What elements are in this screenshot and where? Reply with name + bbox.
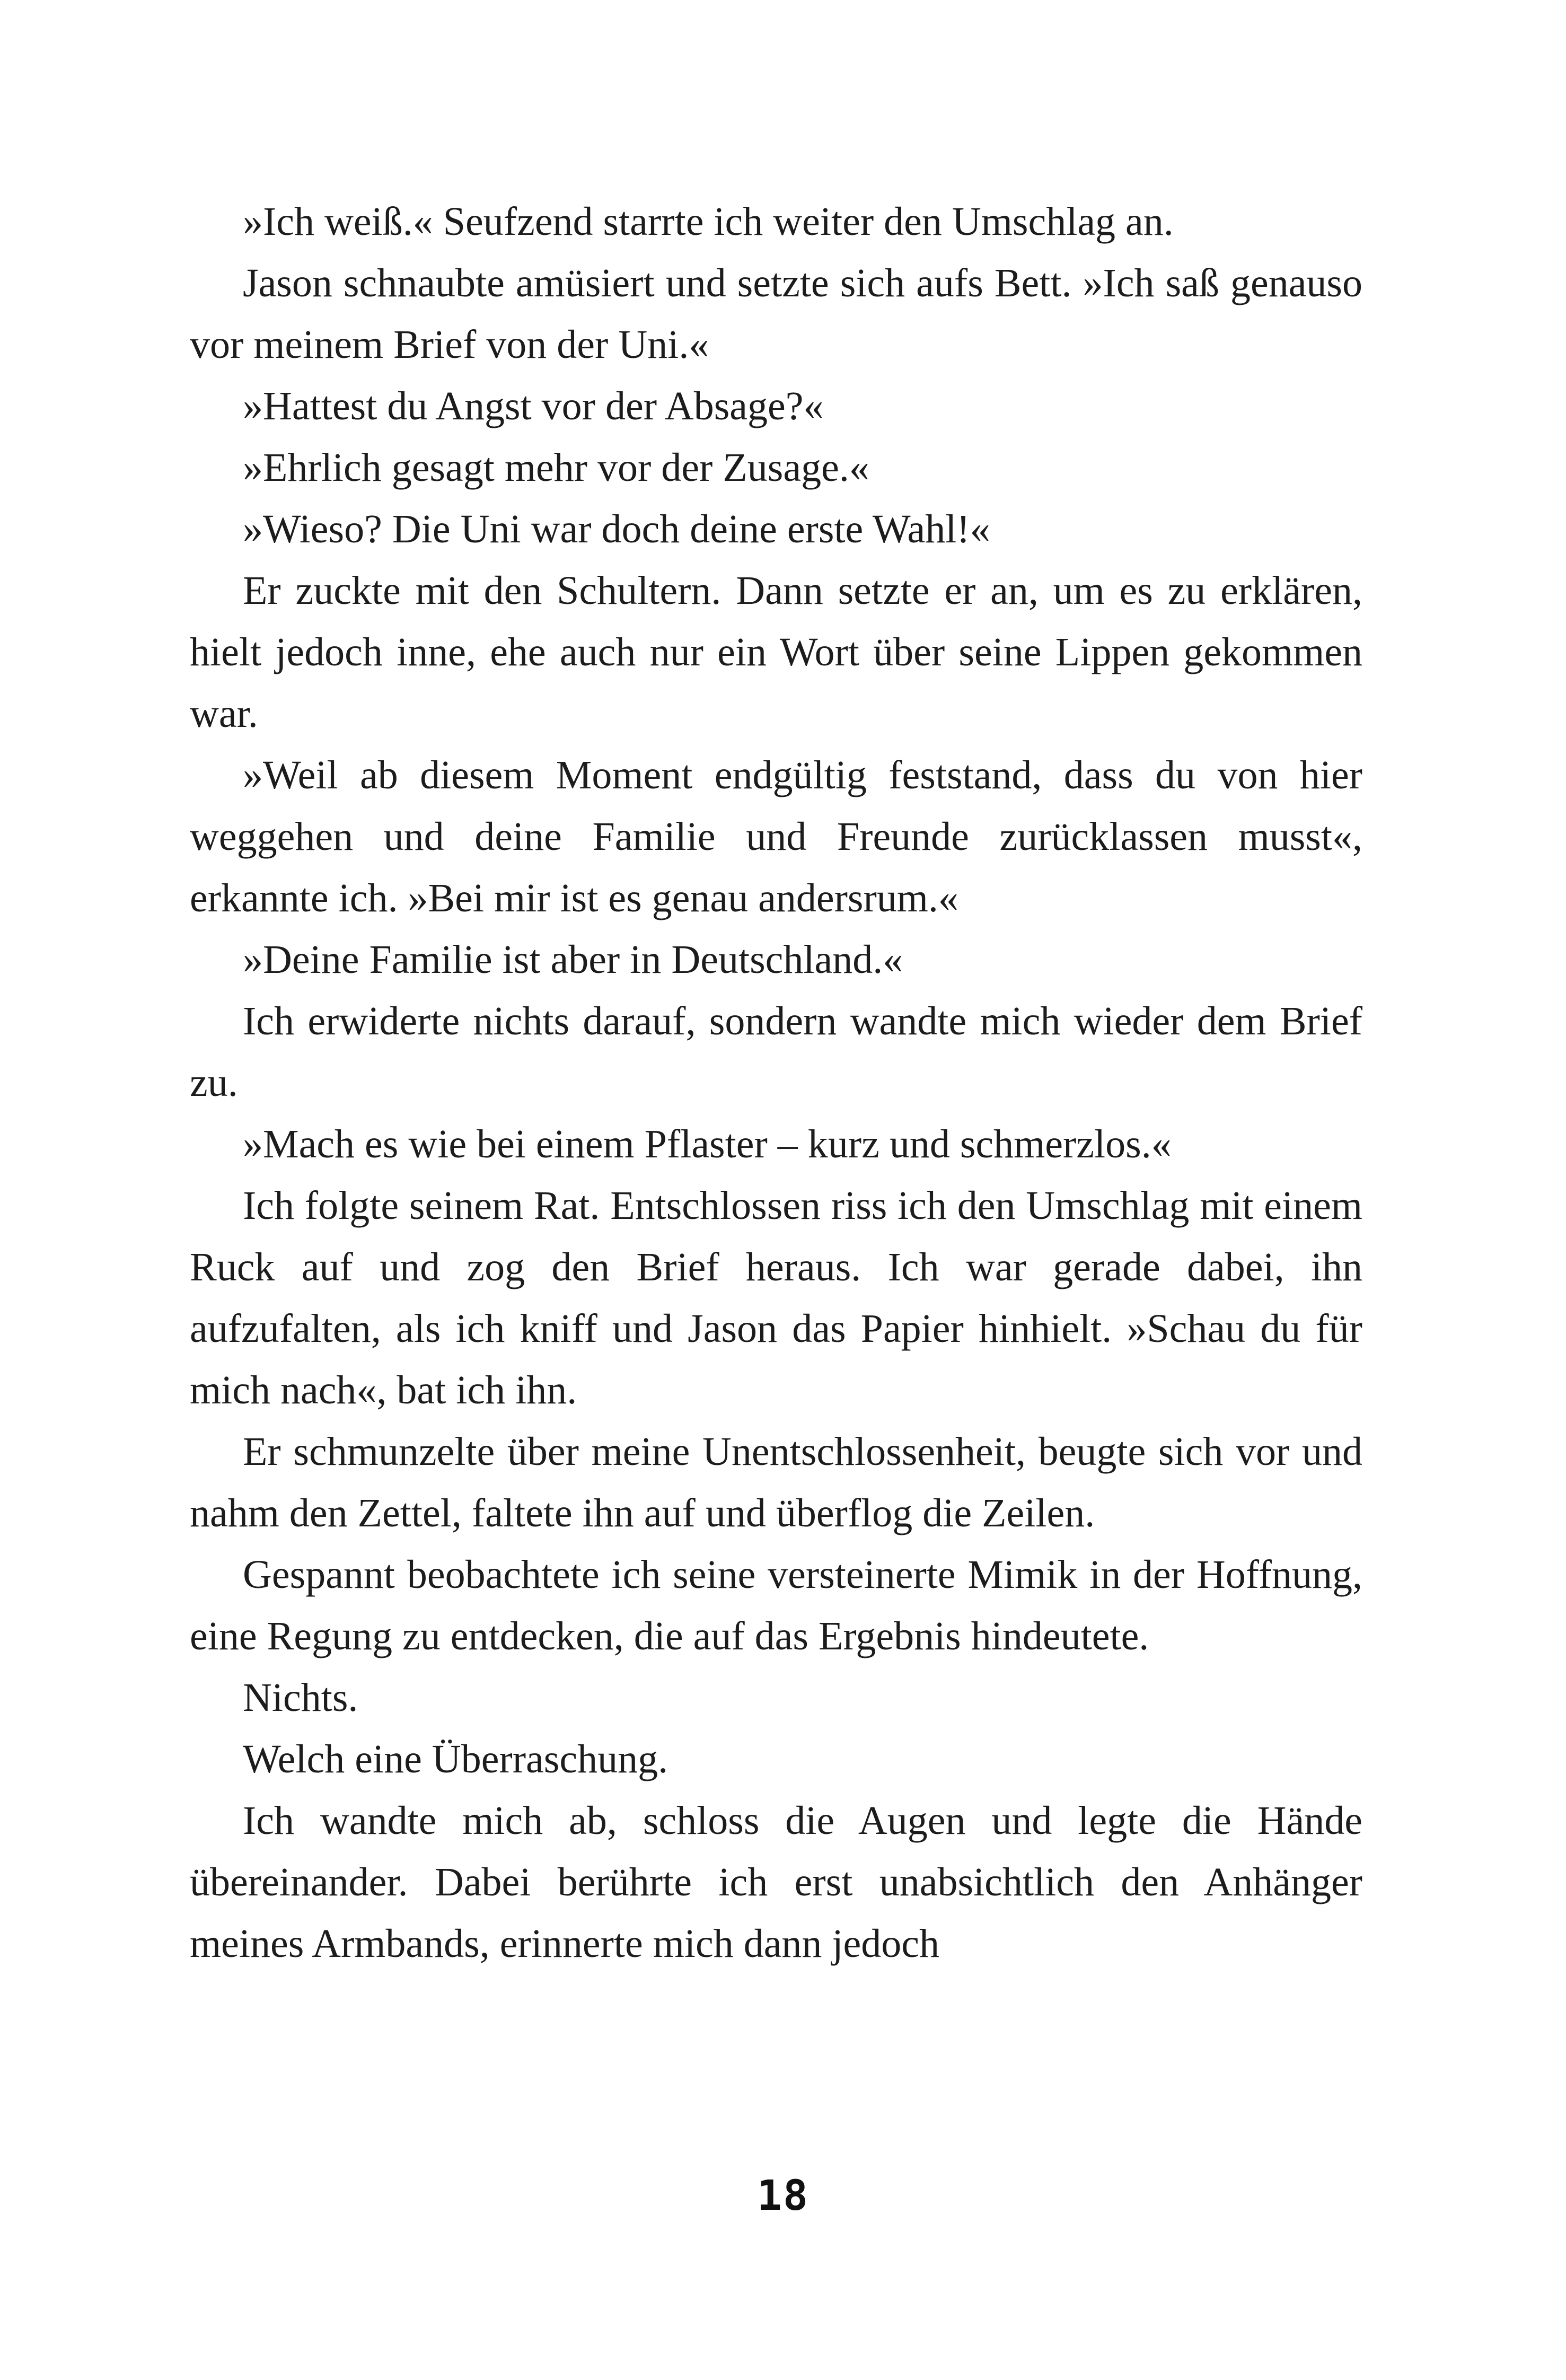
paragraph-1: »Ich weiß.« Seufzend starrte ich weiter den Umschlag an.	[243, 199, 1174, 244]
paragraph-3: »Hattest du Angst vor der Absage?«	[243, 384, 824, 428]
paragraph-2: Jason schnaubte amüsiert und setzte sich aufs Bett. »Ich saß genauso vor meinem Brief von der Uni.«	[190, 261, 1362, 367]
paragraph-8: »Deine Familie ist aber in Deutschland.«	[243, 937, 903, 982]
paragraph-9: Ich erwiderte nichts darauf, sondern wandte mich wieder dem Brief zu.	[190, 999, 1362, 1105]
paragraph-10: »Mach es wie bei einem Pflaster – kurz und schmerzlos.«	[243, 1122, 1172, 1166]
paragraph-14: Nichts.	[243, 1675, 358, 1720]
paragraph-12: Er schmunzelte über meine Unentschlossenheit, beugte sich vor und nahm den Zettel, faltete ihn auf und überflog die Zeilen.	[190, 1429, 1362, 1535]
paragraph-11: Ich folgte seinem Rat. Entschlossen riss ich den Umschlag mit einem Ruck auf und zog den Brief heraus. Ich war gerade dabei, ihn aufzufalten, als ich kniff und Jason das Papier hinhielt. »Schau du für mich nach«, bat ich ihn.	[190, 1183, 1362, 1412]
paragraph-5: »Wieso? Die Uni war doch deine erste Wahl!«	[243, 507, 990, 551]
page-number: 18	[757, 2172, 809, 2220]
paragraph-6: Er zuckte mit den Schultern. Dann setzte er an, um es zu erklären, hielt jedoch inne, ehe auch nur ein Wort über seine Lippen gekommen war.	[190, 568, 1362, 736]
paragraph-4: »Ehrlich gesagt mehr vor der Zusage.«	[243, 445, 869, 490]
paragraph-15: Welch eine Überraschung.	[243, 1737, 668, 1781]
paragraph-13: Gespannt beobachtete ich seine versteinerte Mimik in der Hoffnung, eine Regung zu entdecken, die auf das Ergebnis hindeutete.	[190, 1552, 1362, 1658]
paragraph-16: Ich wandte mich ab, schloss die Augen und legte die Hände übereinander. Dabei berührte ich erst unabsichtlich den Anhänger meines Armbands, erinnerte mich dann jedoch	[190, 1798, 1362, 1966]
body-text	[190, 191, 1362, 1974]
paragraph-7: »Weil ab diesem Moment endgültig feststand, dass du von hier weggehen und deine Familie und Freunde zurücklassen musst«, erkannte ich. »Bei mir ist es genau andersrum.«	[190, 753, 1362, 920]
